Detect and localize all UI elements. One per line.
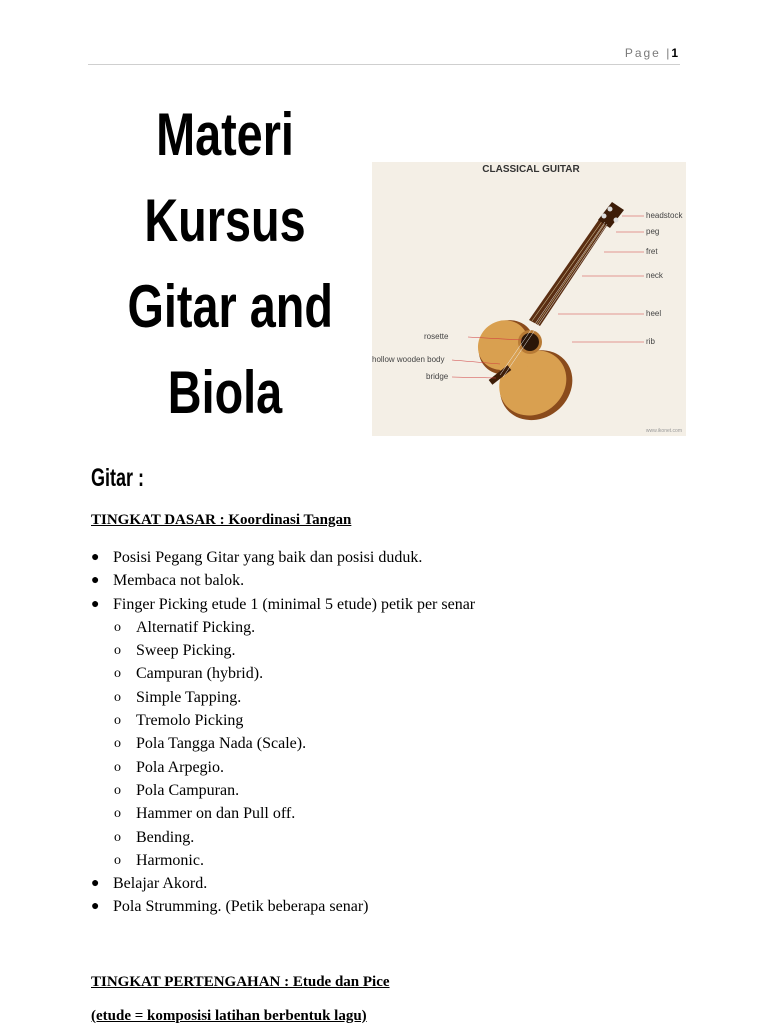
bullet-icon: ● xyxy=(91,876,100,892)
label-rosette: rosette xyxy=(424,332,449,341)
bullet-icon: ● xyxy=(91,596,100,612)
list-item-text: Pola Strumming. (Petik beberapa senar) xyxy=(113,898,369,916)
list-item-text: Posisi Pegang Gitar yang baik dan posisi duduk. xyxy=(113,549,423,566)
sub-list-container xyxy=(91,616,691,872)
label-heel: heel xyxy=(646,309,662,318)
guitar-illustration xyxy=(372,162,686,436)
circle-bullet-icon: o xyxy=(114,829,121,845)
circle-bullet-icon: o xyxy=(114,619,121,635)
label-peg: peg xyxy=(646,227,660,236)
tingkat-dasar-list xyxy=(91,546,691,919)
sub-list-item xyxy=(91,779,691,802)
diagram-title: CLASSICAL GUITAR xyxy=(482,164,580,175)
sub-list-item-text: Pola Campuran. xyxy=(136,781,240,799)
label-bridge: bridge xyxy=(426,372,449,381)
list-item xyxy=(91,872,691,895)
list-item xyxy=(91,546,691,569)
page-header xyxy=(88,40,680,65)
sub-list-item-text: Campuran (hybrid). xyxy=(136,665,264,683)
circle-bullet-icon: o xyxy=(114,759,121,775)
label-headstock: headstock xyxy=(646,211,683,220)
circle-bullet-icon: o xyxy=(114,666,121,682)
title-line: Biola xyxy=(167,359,283,426)
page-number: 1 xyxy=(671,46,678,60)
title-line: Gitar and xyxy=(127,273,333,340)
sub-list-item-text: Hammer on dan Pull off. xyxy=(136,805,296,823)
list-item-text: Belajar Akord. xyxy=(113,875,208,893)
bullet-icon: ● xyxy=(91,550,100,565)
tingkat-pertengahan-heading: TINGKAT PERTENGAHAN : Etude dan Pice xyxy=(91,974,390,990)
sub-list-item-text: Tremolo Picking xyxy=(136,712,244,730)
sub-list-item xyxy=(91,662,691,685)
circle-bullet-icon: o xyxy=(114,782,121,798)
sub-list-item-text: Sweep Picking. xyxy=(136,642,236,660)
circle-bullet-icon: o xyxy=(114,689,121,705)
label-neck: neck xyxy=(646,271,663,280)
classical-guitar-diagram xyxy=(372,162,686,436)
circle-bullet-icon: o xyxy=(114,643,121,659)
etude-note: (etude = komposisi latihan berbentuk lagu) xyxy=(91,1008,367,1024)
bullet-icon: ● xyxy=(91,899,100,915)
sub-list-item-text: Alternatif Picking. xyxy=(136,618,256,636)
sub-list-item-text: Pola Arpegio. xyxy=(136,758,224,776)
sub-list-item xyxy=(91,826,691,849)
page-label: Page | xyxy=(624,46,672,60)
sub-list-item xyxy=(91,802,691,825)
sub-list xyxy=(91,616,691,872)
sub-list-item-text: Simple Tapping. xyxy=(136,688,242,706)
circle-bullet-icon: o xyxy=(114,713,121,729)
sub-list-item-text: Bending. xyxy=(136,828,195,846)
circle-bullet-icon: o xyxy=(114,736,121,752)
sub-list-item-text: Harmonic. xyxy=(136,851,204,869)
title-line: Kursus xyxy=(144,187,306,254)
sub-list-item xyxy=(91,616,691,639)
label-rib: rib xyxy=(646,337,655,346)
list-item-text: Finger Picking etude 1 (minimal 5 etude) petik per senar xyxy=(113,595,476,613)
sub-list-item xyxy=(91,756,691,779)
label-fret: fret xyxy=(646,247,658,256)
tingkat-dasar-heading: TINGKAT DASAR : Koordinasi Tangan xyxy=(91,512,352,528)
document-title xyxy=(127,92,333,436)
circle-bullet-icon: o xyxy=(114,852,121,868)
title-line: Materi xyxy=(156,101,294,168)
sub-list-item-text: Pola Tangga Nada (Scale). xyxy=(136,735,307,753)
sub-list-item xyxy=(91,732,691,755)
sub-list-item xyxy=(91,709,691,732)
label-hollow-body: hollow wooden body xyxy=(372,355,445,364)
list-item xyxy=(91,569,691,592)
diagram-credit: www.ikonet.com xyxy=(645,428,682,434)
sub-list-item xyxy=(91,849,691,872)
list-item xyxy=(91,593,691,616)
bullet-icon: ● xyxy=(91,573,100,589)
list-item xyxy=(91,895,691,918)
list-item-text: Membaca not balok. xyxy=(113,572,245,590)
section-heading-gitar: Gitar : xyxy=(91,464,145,492)
sub-list-item xyxy=(91,639,691,662)
circle-bullet-icon: o xyxy=(114,806,121,822)
sub-list-item xyxy=(91,686,691,709)
page-indicator xyxy=(625,46,678,60)
